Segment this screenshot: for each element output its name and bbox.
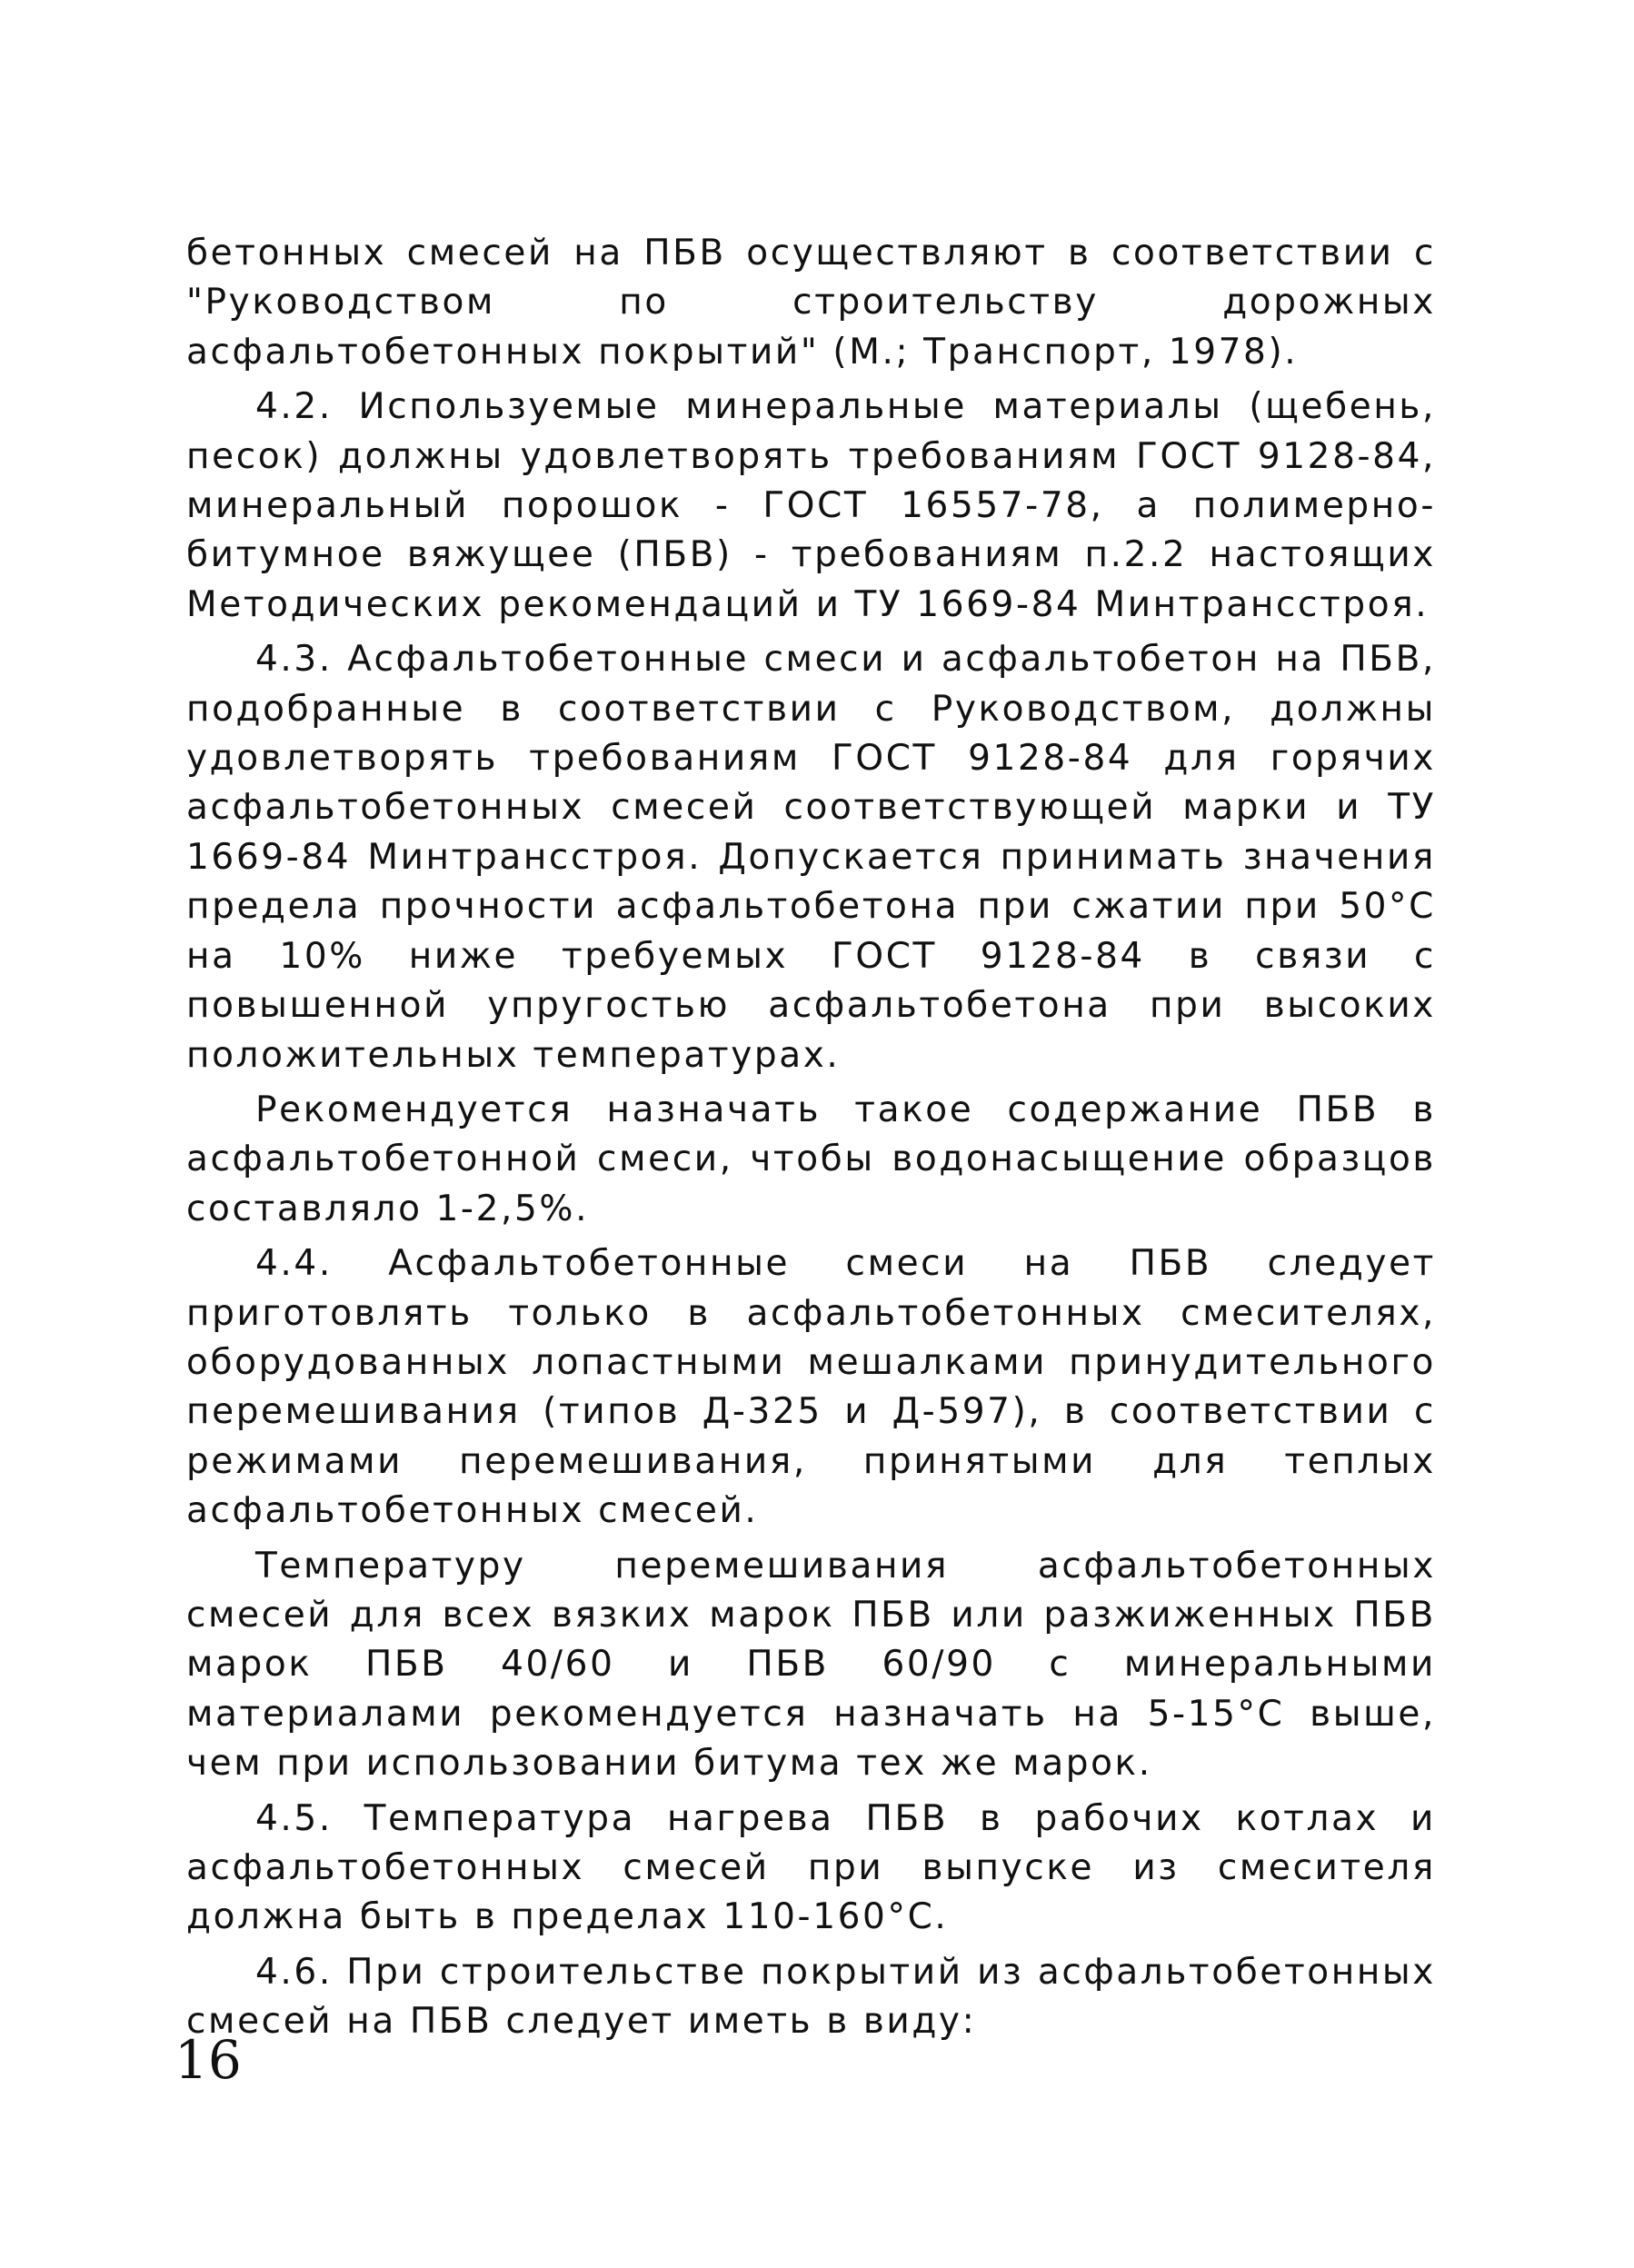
page-number: 16 <box>174 2029 242 2091</box>
paragraph-mixing-temperature: Температуру перемешивания асфальтобетонных смесей для всех вязких марок ПБВ или разжиженных ПБВ марок ПБВ 40/60 и ПБВ 60/90 с минеральными материалами рекомендуется назначать на 5-15°С выше, чем при использовании битума тех же марок. <box>186 1545 1436 1785</box>
paragraph-recommendation-water: Рекомендуется назначать такое содержание ПБВ в асфальтобетонной смеси, чтобы водонасыщение образцов составляло 1-2,5%. <box>186 1089 1436 1229</box>
paragraph-4-6: 4.6. При строительстве покрытий из асфальтобетонных смесей на ПБВ следует иметь в виду: <box>186 1951 1436 2043</box>
body-text <box>186 229 1436 2053</box>
paragraph-4-2: 4.2. Используемые минеральные материалы (щебень, песок) должны удовлетворять требованиям ГОСТ 9128-84, минеральный порошок - ГОСТ 16557-78, а полимерно-битумное вяжущее (ПБВ) - требованиям п.2.2 настоящих Методических рекомендаций и ТУ 1669-84 Минтрансстроя. <box>186 386 1436 625</box>
paragraph-continuation: бетонных смесей на ПБВ осуществляют в соответствии с "Руководством по строительству дорожных асфальтобетонных покрытий" (М.; Транспорт, 1978). <box>186 233 1436 373</box>
paragraph-4-3: 4.3. Асфальтобетонные смеси и асфальтобетон на ПБВ, подобранные в соответствии с Руководством, должны удовлетворять требованиям ГОСТ 9128-84 для горячих асфальтобетонных смесей соответствующей марки и ТУ 1669-84 Минтрансстроя. Допускается принимать значения предела прочности асфальтобетона при сжатии при 50°С на 10% ниже требуемых ГОСТ 9128-84 в связи с повышенной упругостью асфальтобетона при высоких положительных температурах. <box>186 639 1436 1076</box>
paragraph-4-5: 4.5. Температура нагрева ПБВ в рабочих котлах и асфальтобетонных смесей при выпуске из смесителя должна быть в пределах 110-160°С. <box>186 1797 1436 1938</box>
paragraph-4-4: 4.4. Асфальтобетонные смеси на ПБВ следует приготовлять только в асфальтобетонных смесителях, оборудованных лопастными мешалками принудительного перемешивания (типов Д-325 и Д-597), в соответствии с режимами перемешивания, принятыми для теплых асфальтобетонных смесей. <box>186 1243 1436 1532</box>
